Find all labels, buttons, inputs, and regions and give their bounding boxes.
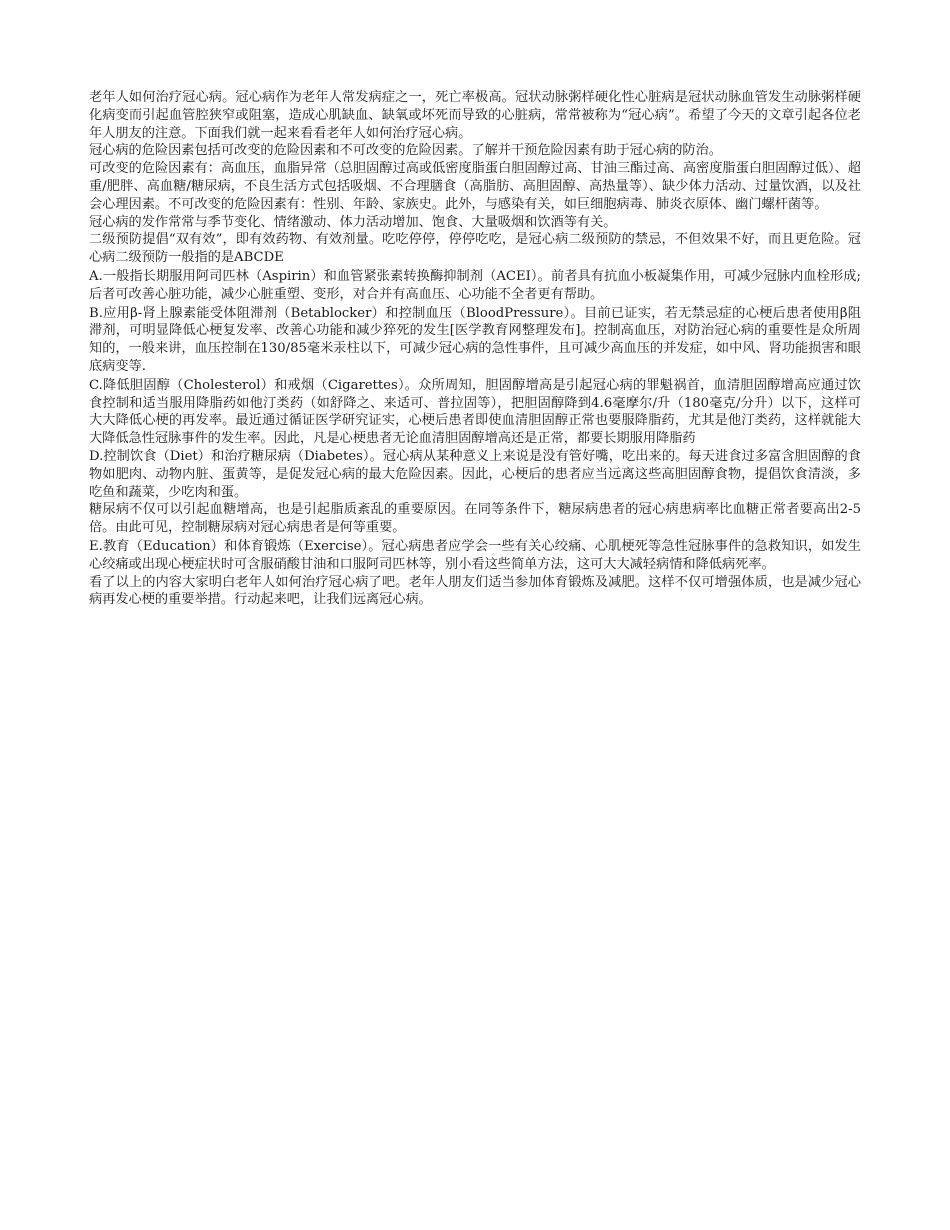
paragraph-secondary-prevention: 二级预防提倡“双有效”，即有效药物、有效剂量。吃吃停停，停停吃吃，是冠心病二级预防的禁忌，不但效果不好，而且更危险。冠心病二级预防一般指的是ABCDE (89, 232, 861, 266)
paragraph-item-b: B.应用β-肾上腺素能受体阻滞剂（Betablocker）和控制血压（BloodPressure）。目前已证实，若无禁忌症的心梗后患者使用β阻滞剂，可明显降低心梗复发率、改善心功能和减少猝死的发生[医学教育网整理发布]。控制高血压，对防治冠心病的重要性是众所周知的，一般来讲，血压控制在130/85毫米汞柱以下，可减少冠心病的急性事件，且可减少高血压的并发症，如中风、肾功能损害和眼底病变等. (89, 305, 861, 374)
paragraph-intro: 老年人如何治疗冠心病。冠心病作为老年人常发病症之一，死亡率极高。冠状动脉粥样硬化性心脏病是冠状动脉血管发生动脉粥样硬化病变而引起血管腔狭窄或阻塞，造成心肌缺血、缺氧或坏死而导致的心脏病，常常被称为“冠心病”。希望了今天的文章引起各位老年人朋友的注意。下面我们就一起来看看老年人如何治疗冠心病。 (89, 90, 861, 141)
paragraph-item-d: D.控制饮食（Diet）和治疗糖尿病（Diabetes）。冠心病从某种意义上来说是没有管好嘴，吃出来的。每天进食过多富含胆固醇的食物如肥肉、动物内脏、蛋黄等，是促发冠心病的最大危险因素。因此，心梗后的患者应当远离这些高胆固醇食物，提倡饮食清淡，多吃鱼和蔬菜，少吃肉和蛋。 (89, 448, 861, 500)
document-body (89, 89, 861, 609)
paragraph-item-a: A.一般指长期服用阿司匹林（Aspirin）和血管紧张素转换酶抑制剂（ACEI）。前者具有抗血小板凝集作用，可减少冠脉内血栓形成;后者可改善心脏功能，减少心脏重塑、变形，对合并有高血压、心功能不全者更有帮助。 (89, 268, 861, 302)
paragraph-risk-factors: 冠心病的危险因素包括可改变的危险因素和不可改变的危险因素。了解并干预危险因素有助于冠心病的防治。 (89, 143, 722, 159)
paragraph-item-e: E.教育（Education）和体育锻炼（Exercise）。冠心病患者应学会一些有关心绞痛、心肌梗死等急性冠脉事件的急救知识，如发生心绞痛或出现心梗症状时可含服硝酸甘油和口服阿司匹林等，别小看这些简单方法，这可大大减轻病情和降低病死率。 (89, 538, 861, 572)
paragraph-item-c: C.降低胆固醇（Cholesterol）和戒烟（Cigarettes）。众所周知，胆固醇增高是引起冠心病的罪魁祸首，血清胆固醇增高应通过饮食控制和适当服用降脂药如他汀类药（如舒降之、来适可、普拉固等），把胆固醇降到4.6毫摩尔/升（180毫克/分升）以下，这样可大大降低心梗的再发率。最近通过循证医学研究证实，心梗后患者即使血清胆固醇正常也要服降脂药，尤其是他汀类药，这样就能大大降低急性冠脉事件的发生率。因此，凡是心梗患者无论血清胆固醇增高还是正常，都要长期服用降脂药 (89, 377, 861, 447)
paragraph-conclusion: 看了以上的内容大家明白老年人如何治疗冠心病了吧。老年人朋友们适当参加体育锻炼及减肥。这样不仅可增强体质，也是减少冠心病再发心梗的重要举措。行动起来吧，让我们远离冠心病。 (89, 574, 861, 608)
paragraph-diabetes: 糖尿病不仅可以引起血糖增高，也是引起脂质紊乱的重要原因。在同等条件下，糖尿病患者的冠心病患病率比血糖正常者要高出2-5倍。由此可见，控制糖尿病对冠心病患者是何等重要。 (89, 502, 861, 536)
paragraph-modifiable-factors: 可改变的危险因素有：高血压，血脂异常（总胆固醇过高或低密度脂蛋白胆固醇过高、甘油三酯过高、高密度脂蛋白胆固醇过低）、超重/肥胖、高血糖/糖尿病，不良生活方式包括吸烟、不合理膳食（高脂肪、高胆固醇、高热量等）、缺少体力活动、过量饮酒，以及社会心理因素。不可改变的危险因素有：性别、年龄、家族史。此外，与感染有关，如巨细胞病毒、肺炎衣原体、幽门螺杆菌等。 (89, 161, 861, 212)
paragraph-triggers: 冠心病的发作常常与季节变化、情绪激动、体力活动增加、饱食、大量吸烟和饮酒等有关。 (89, 214, 617, 230)
